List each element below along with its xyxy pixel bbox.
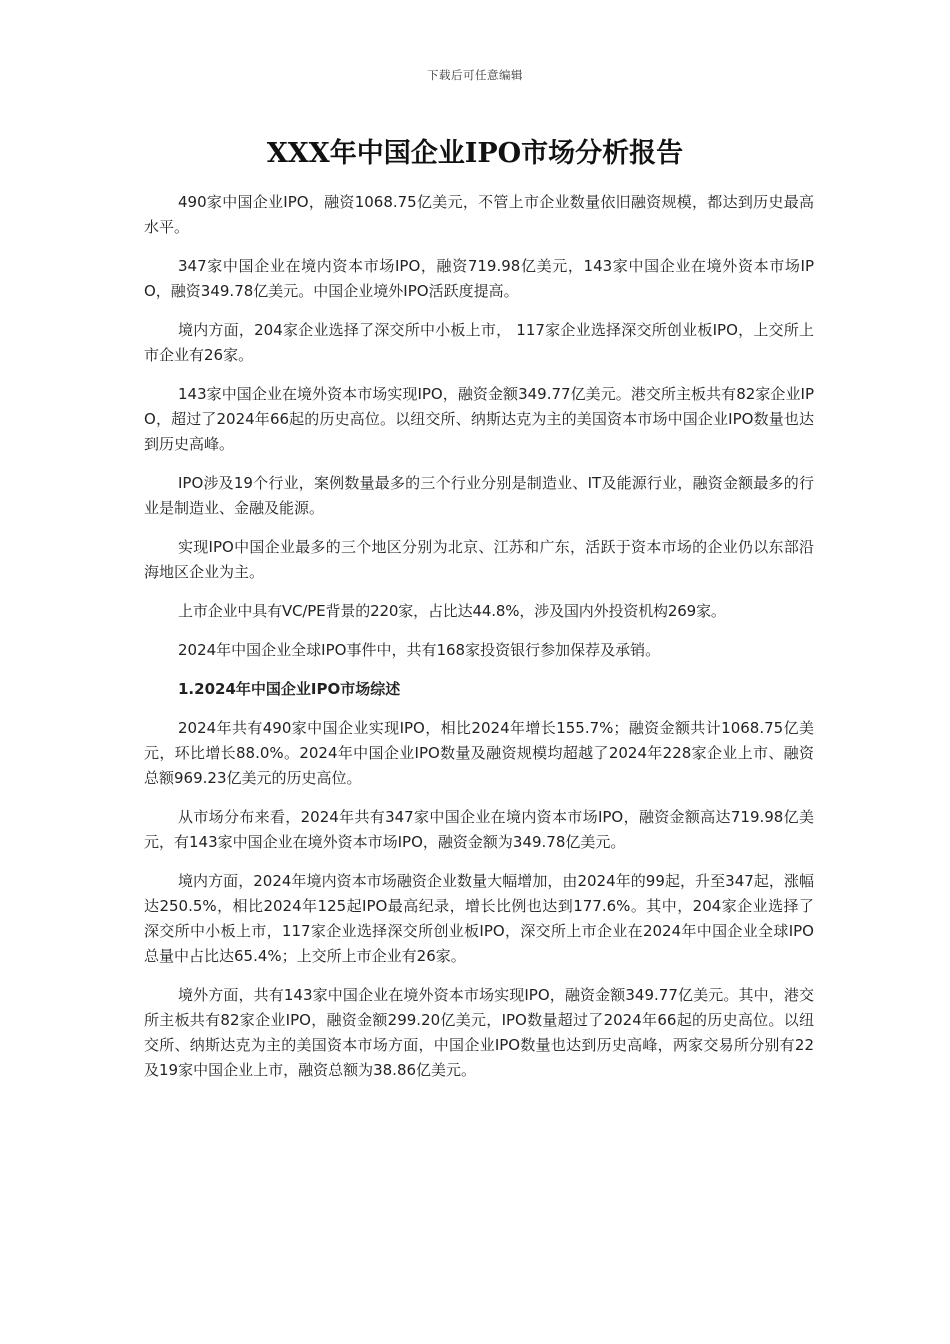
section-heading: 1.2024年中国企业IPO市场综述 [178,680,401,698]
paragraph-market-distribution: 从市场分布来看，2024年共有347家中国企业在境内资本市场IPO，融资金额高达719.98亿美元，有143家中国企业在境外资本市场IPO，融资金额为349.78亿美元。 [144,808,814,851]
page-header-note: 下载后可任意编辑 [427,68,523,82]
paragraph-annual-summary: 2024年共有490家中国企业实现IPO，相比2024年增长155.7%；融资金额共计1068.75亿美元，环比增长88.0%。2024年中国企业IPO数量及融资规模均超越了2024年228家企业上市、融资总额969.23亿美元的历史高位。 [144,719,814,787]
paragraph-overseas-detail: 境外方面，共有143家中国企业在境外资本市场实现IPO，融资金额349.77亿美元。其中，港交所主板共有82家企业IPO，融资金额299.20亿美元，IPO数量超过了2024年66起的历史高位。以纽交所、纳斯达克为主的美国资本市场方面，中国企业IPO数量也达到历史高峰，两家交易所分别有22及19家中国企业上市，融资总额为38.86亿美元。 [144,986,814,1079]
paragraph-domestic-boards: 境内方面，204家企业选择了深交所中小板上市， 117家企业选择深交所创业板IPO，上交所上市企业有26家。 [144,321,814,364]
paragraph-overseas-markets: 143家中国企业在境外资本市场实现IPO，融资金额349.77亿美元。港交所主板共有82家企业IPO，超过了2024年66起的历史高位。以纽交所、纳斯达克为主的美国资本市场中国企业IPO数量也达到历史高峰。 [144,385,814,453]
paragraph-industries: IPO涉及19个行业，案例数量最多的三个行业分别是制造业、IT及能源行业，融资金额最多的行业是制造业、金融及能源。 [144,474,814,517]
paragraph-ipo-overview: 490家中国企业IPO，融资1068.75亿美元，不管上市企业数量依旧融资规模，都达到历史最高水平。 [144,193,814,236]
paragraph-domestic-detail: 境内方面，2024年境内资本市场融资企业数量大幅增加，由2024年的99起，升至347起，涨幅达250.5%，相比2024年125起IPO最高纪录，增长比例也达到177.6%。其中，204家企业选择了深交所中小板上市，117家企业选择深交所创业板IPO，深交所上市企业在2024年中国企业全球IPO总量中占比达65.4%；上交所上市企业有26家。 [144,872,814,965]
paragraph-investment-banks: 2024年中国企业全球IPO事件中，共有168家投资银行参加保荐及承销。 [178,641,661,659]
document-body [144,190,814,1097]
paragraph-regions: 实现IPO中国企业最多的三个地区分别为北京、江苏和广东，活跃于资本市场的企业仍以东部沿海地区企业为主。 [144,538,814,581]
paragraph-vc-pe-background: 上市企业中具有VC/PE背景的220家，占比达44.8%，涉及国内外投资机构269家。 [178,602,726,620]
paragraph-domestic-overseas-split: 347家中国企业在境内资本市场IPO，融资719.98亿美元，143家中国企业在境外资本市场IPO，融资349.78亿美元。中国企业境外IPO活跃度提高。 [144,257,814,300]
document-title: XXX年中国企业IPO市场分析报告 [266,138,684,169]
